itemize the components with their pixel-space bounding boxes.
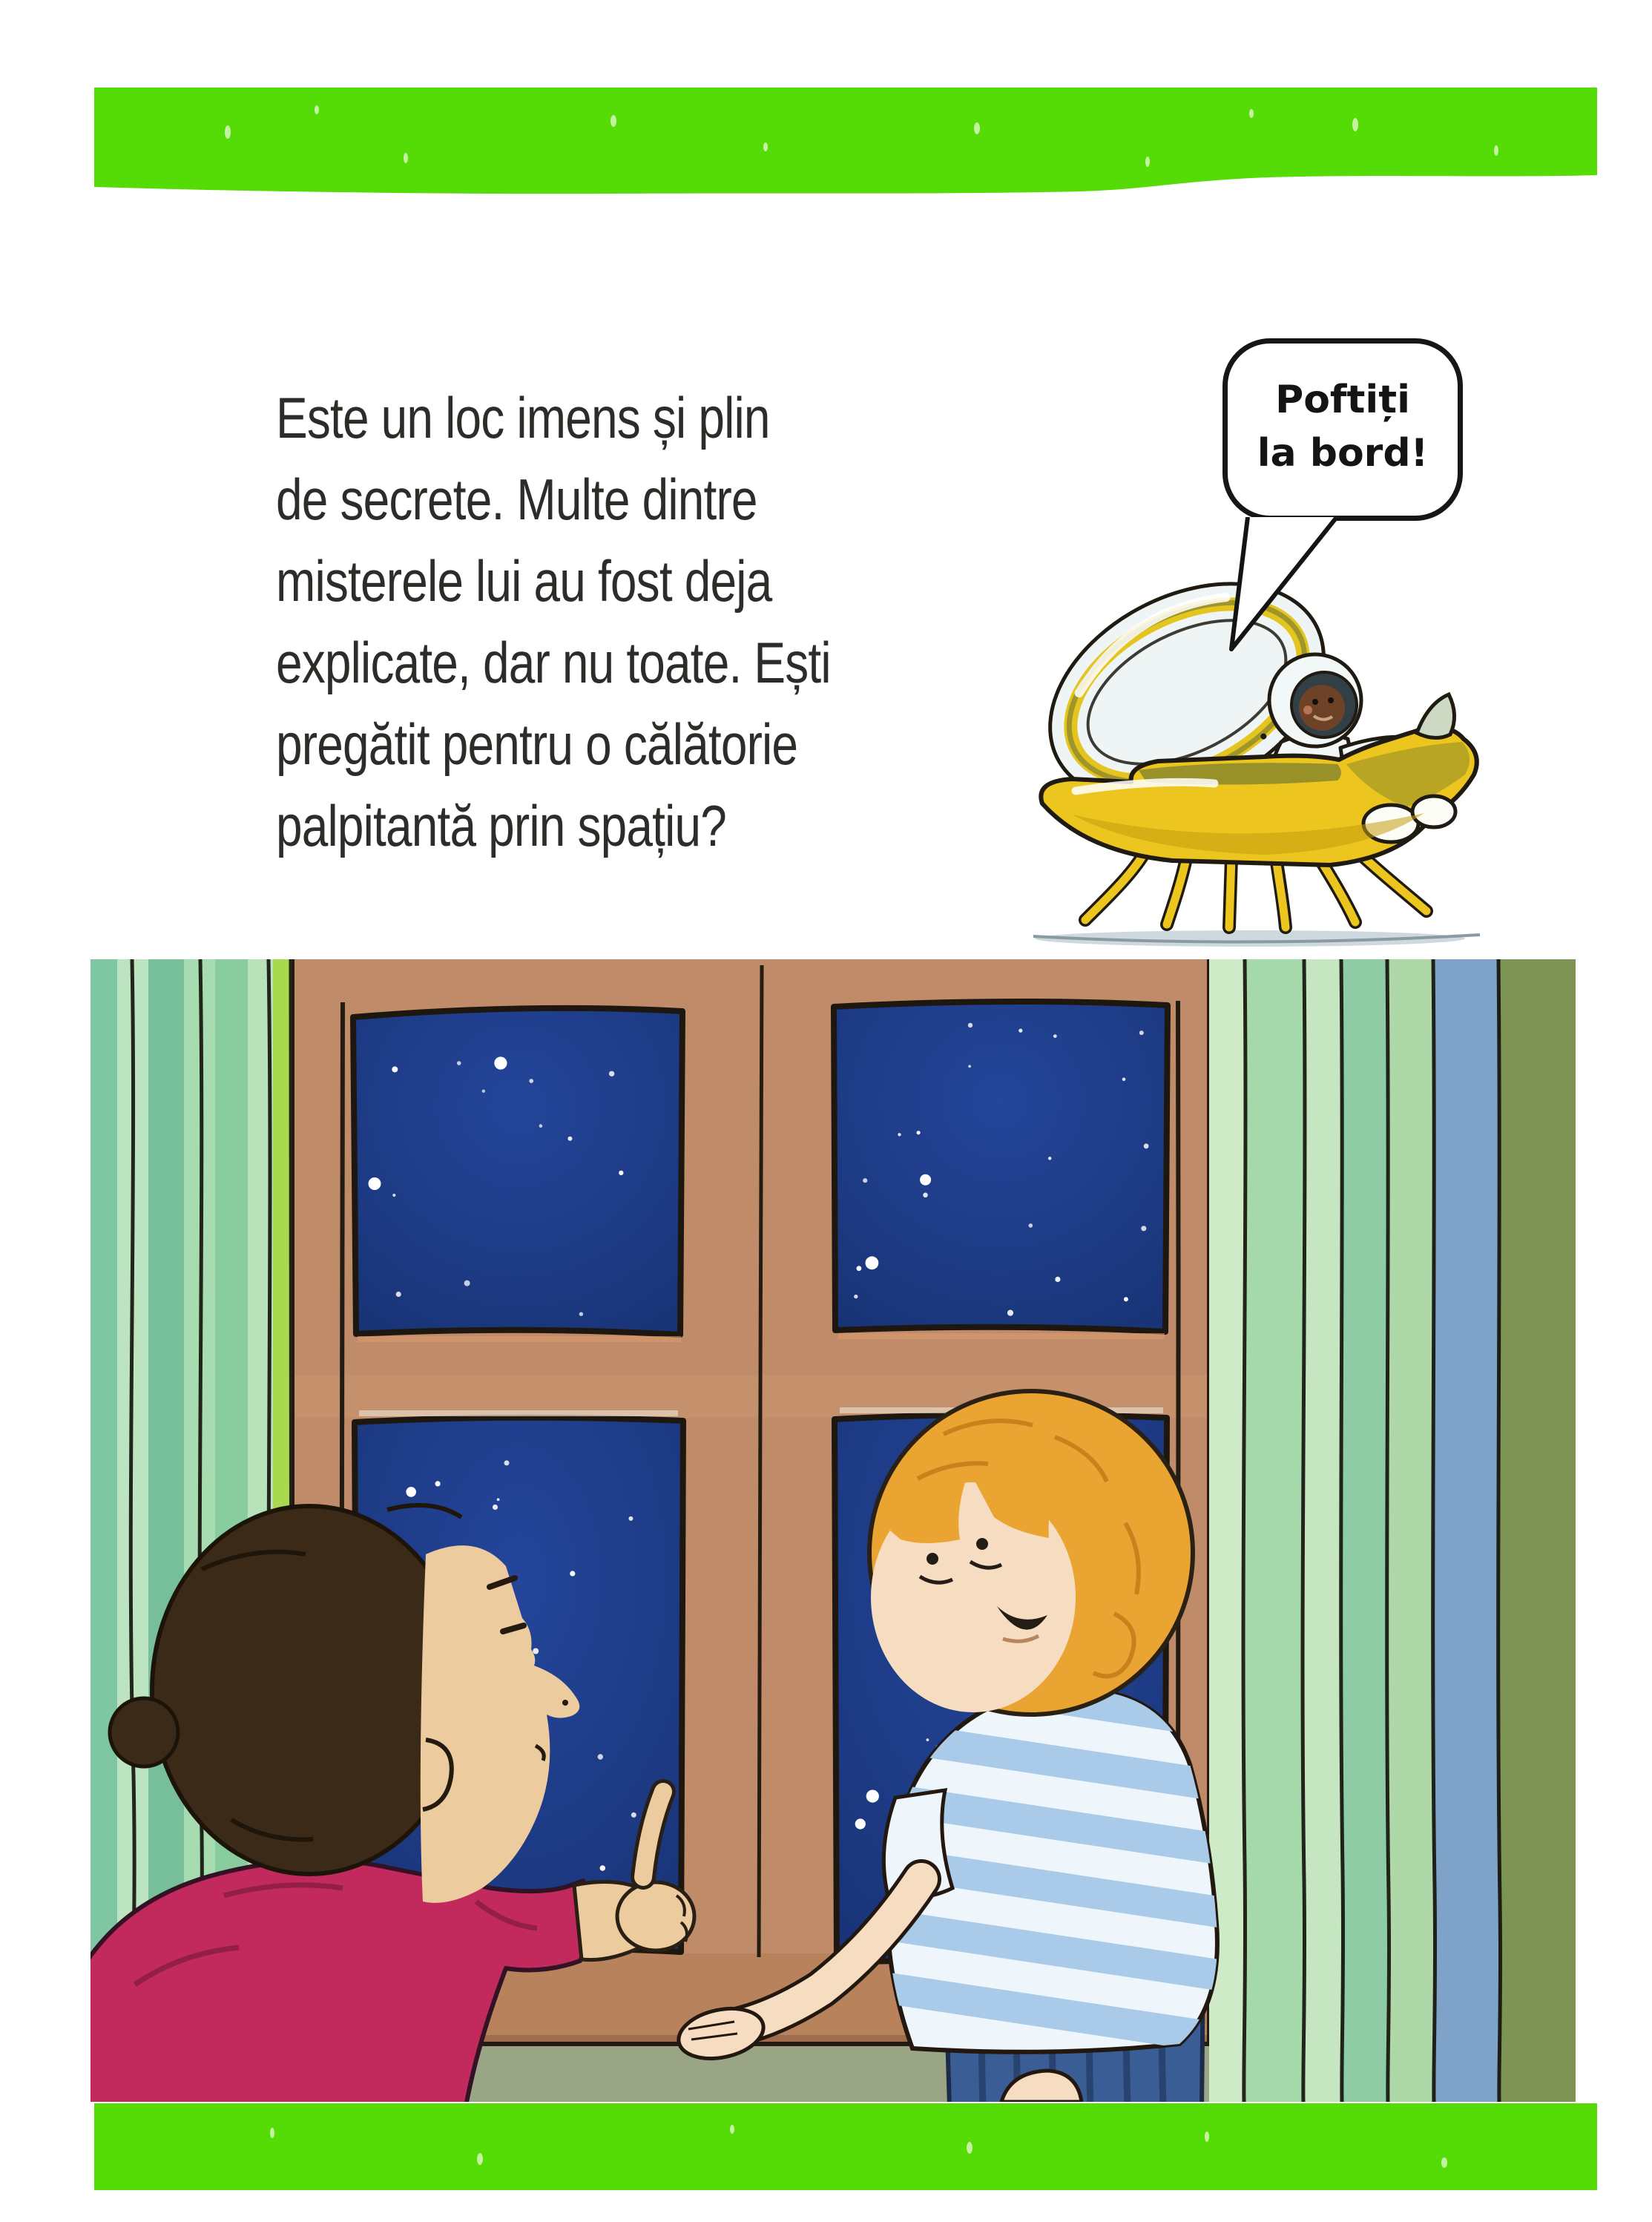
window-pane-top-right xyxy=(834,1002,1168,1332)
intro-paragraph xyxy=(276,377,945,867)
paragraph-line: Este un loc imens și plin xyxy=(276,385,770,450)
speech-bubble-line: la bord! xyxy=(1257,431,1429,476)
speech-bubble-line: Poftiți xyxy=(1275,378,1410,422)
speech-bubble xyxy=(1222,338,1463,521)
window-scene-illustration xyxy=(91,959,1576,2102)
banner-bar xyxy=(94,2103,1597,2190)
paragraph-line: palpitantă prin spațiu? xyxy=(276,793,726,858)
paragraph-line: misterele lui au fost deja xyxy=(276,548,772,614)
paragraph-line: explicate, dar nu toate. Ești xyxy=(276,630,831,695)
paragraph-line: pregătit pentru o călătorie xyxy=(276,711,798,777)
boy-hair xyxy=(152,1506,467,1874)
right-curtain xyxy=(1209,959,1576,2102)
bottom-banner-graphic xyxy=(94,2103,1597,2190)
top-banner-graphic xyxy=(94,88,1597,196)
banner-wave xyxy=(94,88,1597,194)
window-pane-top-left xyxy=(353,1008,682,1335)
paragraph-line: de secrete. Multe dintre xyxy=(276,467,757,532)
speech-bubble-tail xyxy=(1225,517,1352,655)
